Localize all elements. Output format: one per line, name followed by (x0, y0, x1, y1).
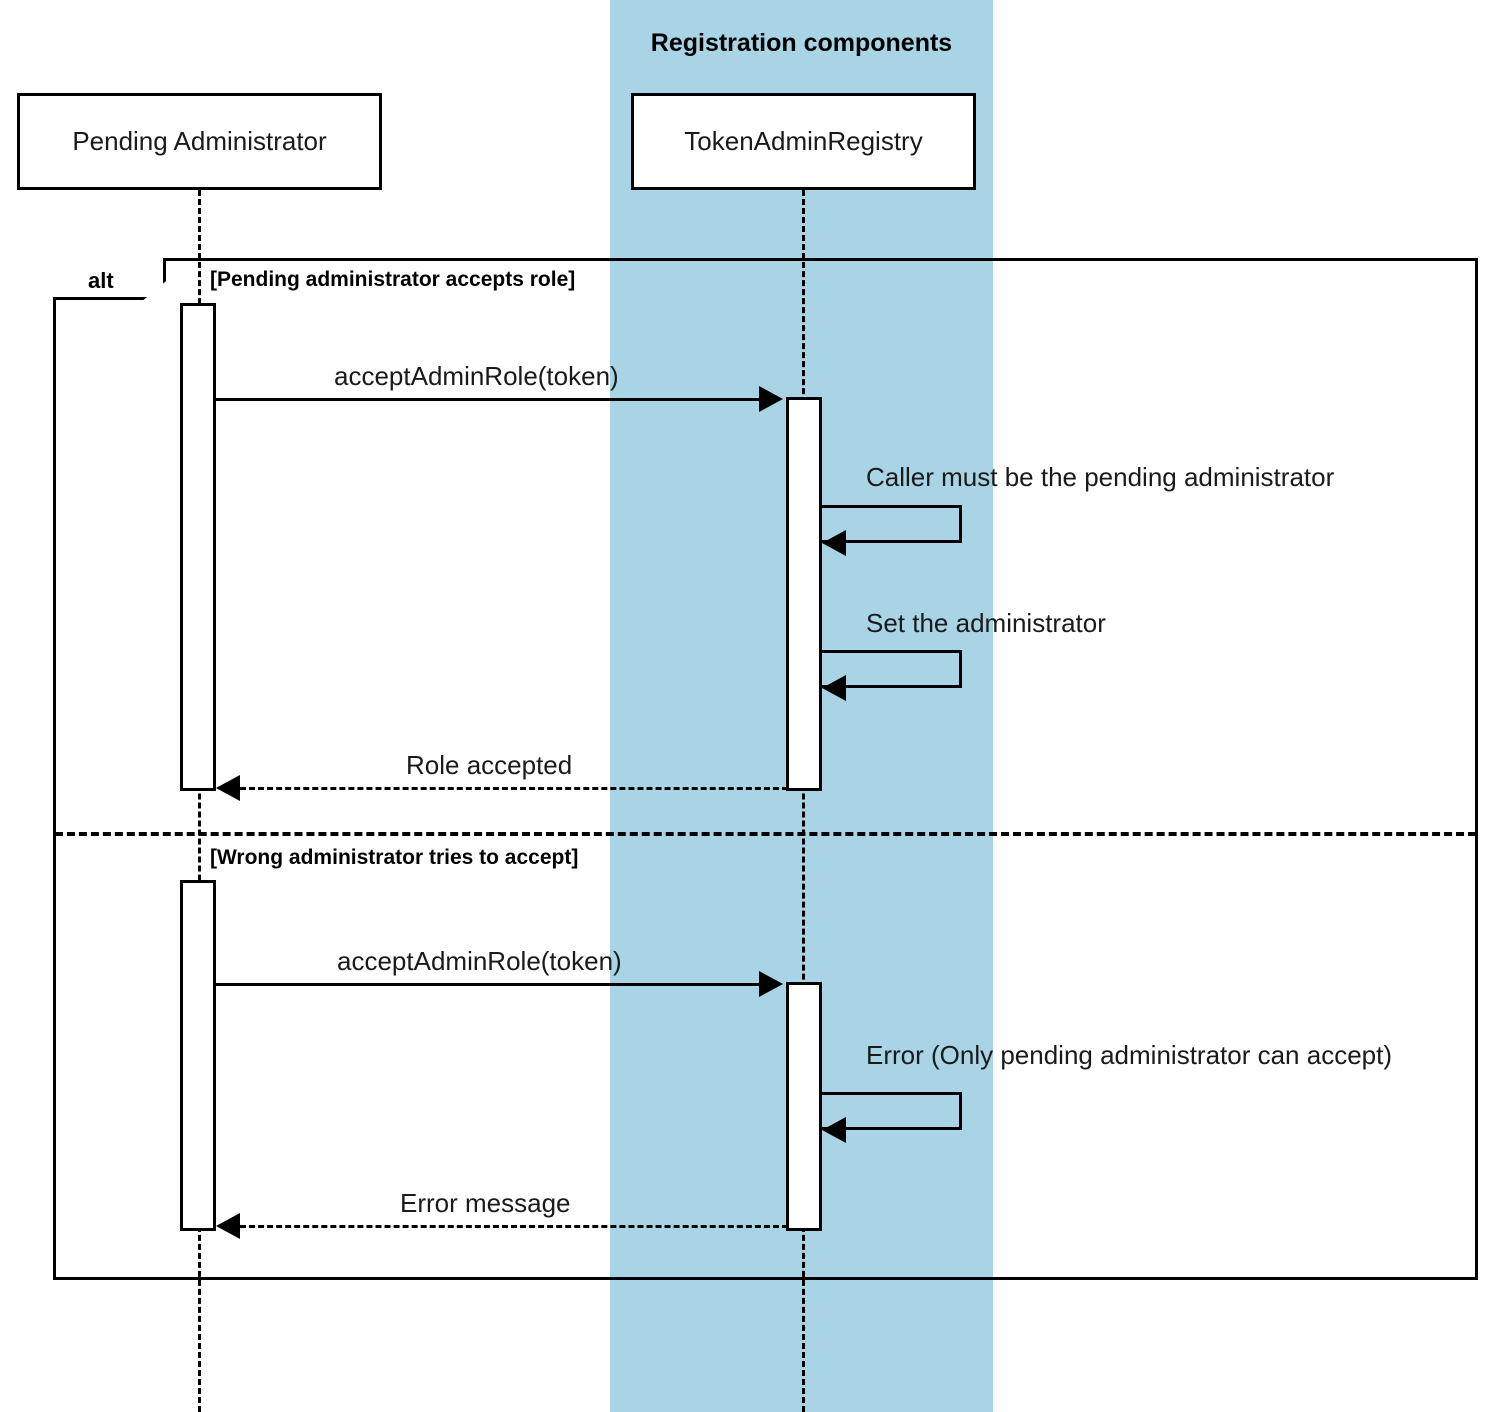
participant-token-admin-registry[interactable] (631, 93, 976, 190)
message-line-accept-admin-role-2 (216, 983, 764, 986)
activation-pending-administrator-2 (180, 880, 216, 1231)
group-title: Registration components (650, 29, 953, 57)
participant-label-token-admin-registry: TokenAdminRegistry (684, 126, 923, 156)
self-message-label-set-administrator: Set the administrator (866, 608, 1106, 638)
self-message-arrow-set-administrator (822, 675, 846, 701)
message-arrow-accept-admin-role-2 (759, 971, 783, 997)
self-message-label-error-only-pending: Error (Only pending administrator can accept) (866, 1040, 1393, 1070)
message-label-accept-admin-role-2: acceptAdminRole(token) (337, 946, 622, 976)
alt-guard-1: [Pending administrator accepts role] (210, 268, 576, 291)
message-label-error-message: Error message (400, 1188, 571, 1218)
message-arrow-accept-admin-role-1 (759, 386, 783, 412)
message-line-error-message (240, 1225, 788, 1228)
participant-label-pending-administrator: Pending Administrator (72, 126, 327, 156)
alt-section-divider (55, 832, 1476, 836)
message-label-role-accepted: Role accepted (406, 750, 573, 780)
activation-token-admin-registry-2 (786, 982, 822, 1231)
self-message-label-caller-check: Caller must be the pending administrator (866, 462, 1335, 492)
message-line-role-accepted (240, 787, 788, 790)
self-message-arrow-caller-check (822, 530, 846, 556)
message-label-accept-admin-role-1: acceptAdminRole(token) (334, 361, 619, 391)
self-message-arrow-error-only-pending (822, 1117, 846, 1143)
alt-operator-label: alt (88, 268, 114, 293)
activation-token-admin-registry-1 (786, 397, 822, 791)
alt-guard-2: [Wrong administrator tries to accept] (210, 846, 579, 869)
message-arrow-role-accepted (216, 775, 240, 801)
participant-pending-administrator[interactable] (17, 93, 382, 190)
message-arrow-error-message (216, 1213, 240, 1239)
message-line-accept-admin-role-1 (216, 398, 764, 401)
activation-pending-administrator-1 (180, 303, 216, 791)
